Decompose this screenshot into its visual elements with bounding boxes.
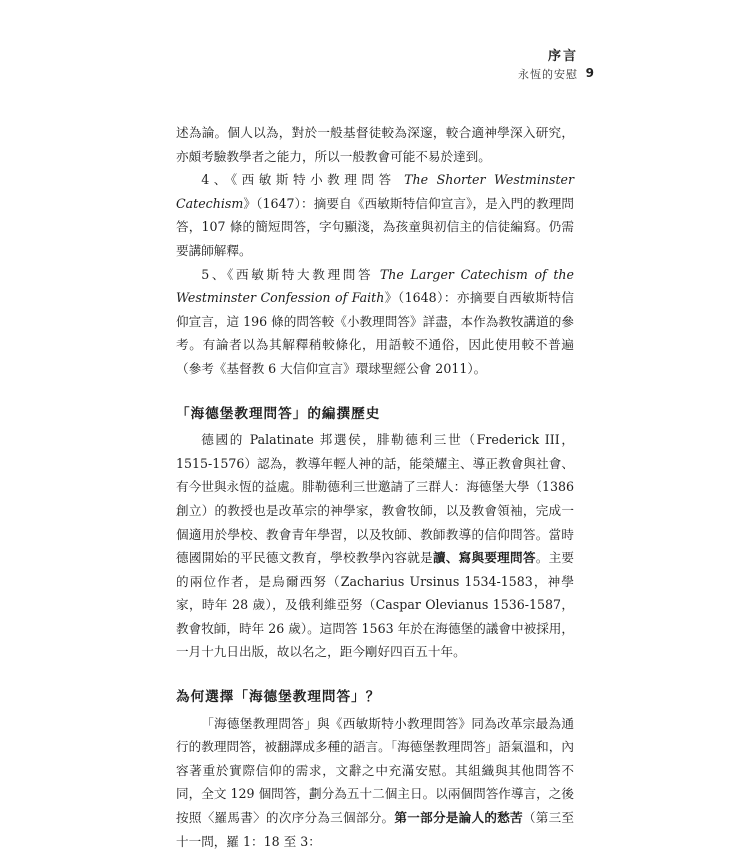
text-run: 5、《西敏斯特大教理問答 (201, 266, 380, 282)
english-title: The Shorter Westminster Catechism (176, 172, 574, 211)
running-head (518, 48, 578, 84)
page-number: 9 (585, 66, 594, 80)
bold-phrase: 讀、寫與要理問答 (432, 550, 536, 566)
page-body (176, 121, 574, 853)
chapter-title: 序言 (547, 49, 578, 64)
paragraph-larger-catechism (176, 263, 574, 381)
book-title: 永恆的安慰 (518, 68, 578, 81)
text-run: 。主要的兩位作者，是烏爾西努（Zacharius Ursinus 1534-1583，神學家，時年 28 歲），及俄利維亞努（Caspar Olevianus 1536-1587，教會牧師，時年 26 歲）。這問答 1563 年於在海德堡的議會中被採用，一月十九日出版，故以名之，距今剛好四百五十年。 (176, 550, 575, 660)
text-run: 》（1647）：摘要自《西敏斯特信仰宣言》，是入門的教理問答，107 條的簡短問答，字句顯淺，為孩童與初信主的信徒編寫。仍需要講師解釋。 (176, 195, 574, 258)
text-run: 》（1648）：亦摘要自西敏斯特信仰宣言，這 196 條的問答較《小教理問答》詳盡，本作為教牧講道的參考。有論者以為其解釋稍較條化，用語較不通俗，因此使用較不普遍（參考《基督教 6 大信仰宣言》環球聖經公會 2011）。 (176, 290, 575, 376)
text-run: （第三至十一問，羅 1：18 至 3： (176, 810, 575, 849)
bold-phrase: 第一部分是論人的愁苦 (394, 810, 523, 826)
paragraph-history (176, 428, 574, 664)
section-heading-why: 為何選擇「海德堡教理問答」？ (176, 689, 381, 706)
text-run: 「海德堡教理問答」與《西敏斯特小教理問答》同為改革宗最為通行的教理問答，被翻譯成多種的語言。「海德堡教理問答」語氣溫和，內容著重於實際信仰的需求，文辭之中充滿安慰。其組織與其他問答不同，全文 129 個問答，劃分為五十二個主日。以兩個問答作導言，之後按照〈羅馬書〉的次序分為三個部分。 (176, 715, 574, 826)
english-title: The Larger Catechism of the Westminster Confession of Faith (176, 266, 574, 306)
paragraph-why (176, 712, 574, 853)
paragraph-1: 述為論。個人以為，對於一般基督徒較為深邃，較合適神學深入研究，亦頗考驗教學者之能力，所以一般教會可能不易於達到。 (176, 125, 574, 164)
paragraph-shorter-catechism (176, 168, 574, 262)
text-run: 4、《西敏斯特小教理問答 (201, 172, 405, 188)
section-heading-history: 「海德堡教理問答」的編撰歷史 (176, 405, 381, 422)
text-run: 德國的 Palatinate 邦選侯，腓勒德利三世（Frederick III，1515-1576）認為，教導年輕人神的話，能榮耀主、導正教會與社會、有今世與永恆的益處。腓勒德利三世邀請了三群人：海德堡大學（1386 創立）的教授也是改革宗的神學家，教會牧師，以及教會領袖，完成一個適用於學校、教會青年學習，以及牧師、教師教導的信仰問答。當時德國開始的平民德文教育，學校教學內容就是 (176, 432, 574, 566)
